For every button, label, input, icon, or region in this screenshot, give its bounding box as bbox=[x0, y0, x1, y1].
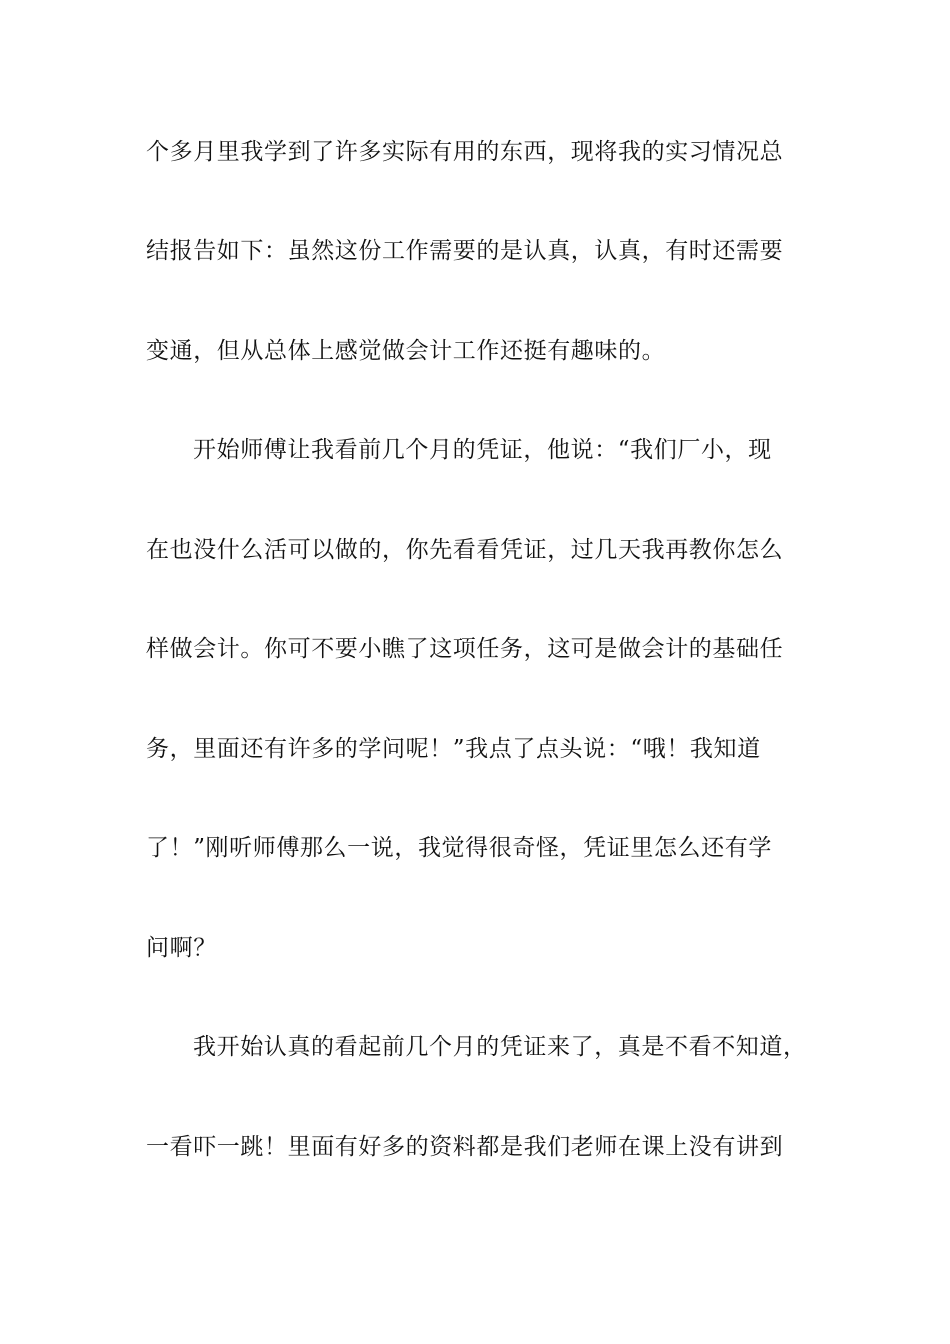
paragraph-line: 在也没什么活可以做的，你先看看凭证，过几天我再教你怎么 bbox=[146, 537, 784, 563]
paragraph-line: 样做会计。你可不要小瞧了这项任务，这可是做会计的基础任 bbox=[146, 636, 784, 662]
paragraph-line: 务，里面还有许多的学问呢！”我点了点头说：“哦！我知道 bbox=[146, 736, 761, 762]
paragraph-line: 个多月里我学到了许多实际有用的东西，现将我的实习情况总 bbox=[146, 139, 784, 165]
paragraph-line: 我开始认真的看起前几个月的凭证来了，真是不看不知道， bbox=[193, 1034, 807, 1060]
paragraph-line: 一看吓一跳！里面有好多的资料都是我们老师在课上没有讲到 bbox=[146, 1134, 784, 1160]
paragraph-line: 了！”刚听师傅那么一说，我觉得很奇怪，凭证里怎么还有学 bbox=[146, 835, 772, 861]
paragraph-line: 问啊？ bbox=[146, 935, 217, 961]
paragraph-line: 结报告如下：虽然这份工作需要的是认真，认真，有时还需要 bbox=[146, 238, 784, 264]
paragraph-line: 变通，但从总体上感觉做会计工作还挺有趣味的。 bbox=[146, 338, 666, 364]
paragraph-line: 开始师傅让我看前几个月的凭证，他说：“我们厂小，现 bbox=[193, 437, 772, 463]
